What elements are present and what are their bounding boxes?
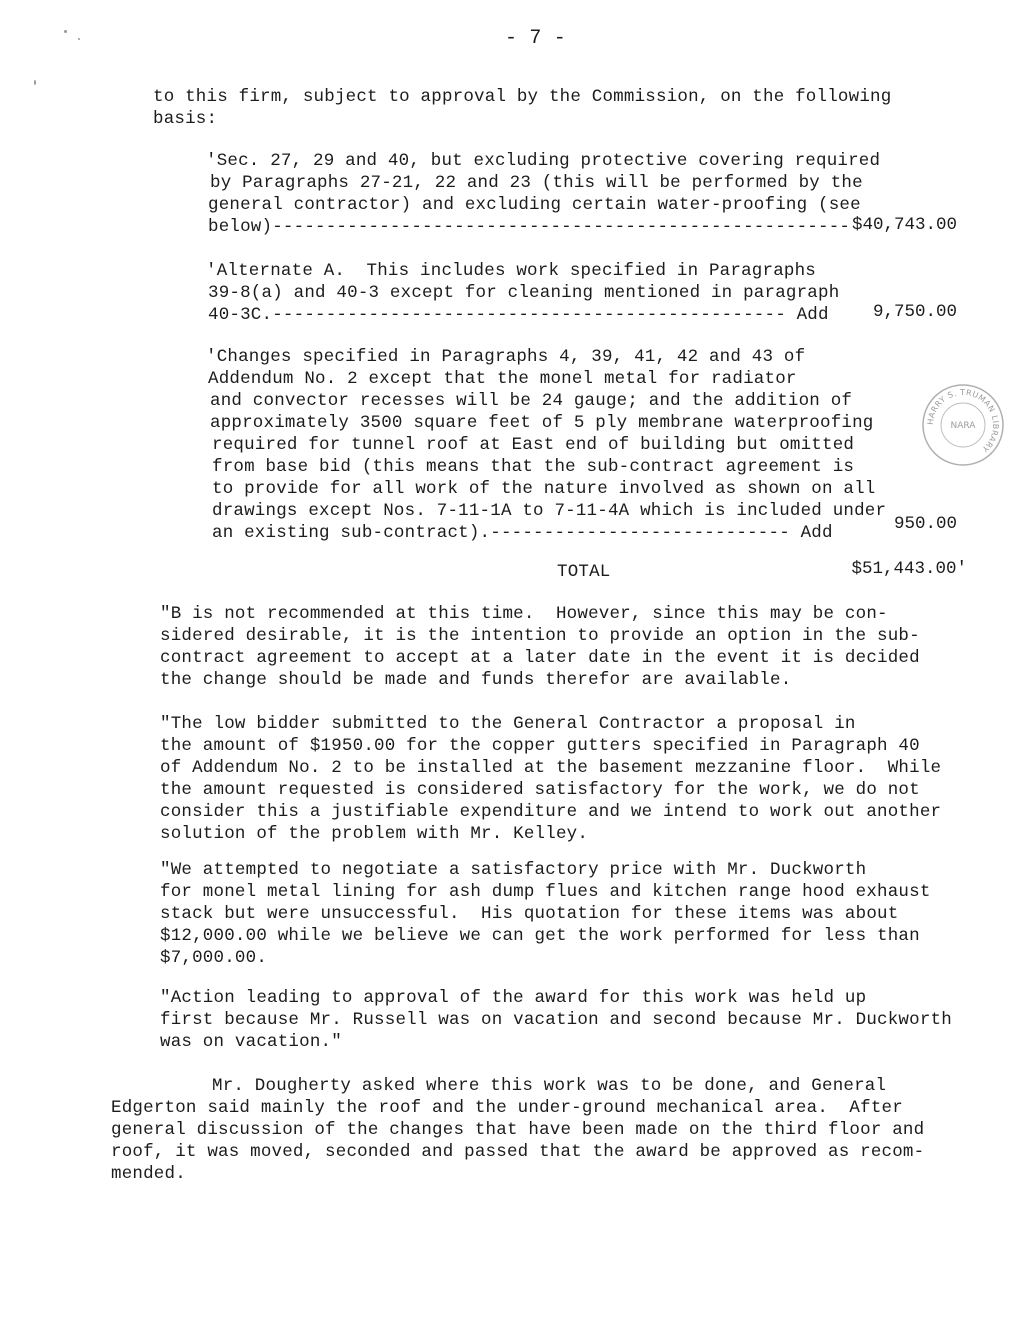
paragraph-line: Mr. Dougherty asked where this work was to be done, and General bbox=[212, 1076, 887, 1096]
paragraph-line: "Action leading to approval of the award for this work was held up bbox=[160, 988, 867, 1008]
paragraph-line: the change should be made and funds therefor are available. bbox=[160, 670, 792, 690]
item-line: 'Alternate A. This includes work specified in Paragraphs bbox=[206, 261, 816, 281]
scan-speck bbox=[64, 30, 67, 33]
page-number: - 7 - bbox=[505, 27, 567, 50]
paragraph-line: "We attempted to negotiate a satisfactory price with Mr. Duckworth bbox=[160, 860, 867, 880]
paragraph-line: of Addendum No. 2 to be installed at the basement mezzanine floor. While bbox=[160, 758, 942, 778]
paragraph-line: Edgerton said mainly the roof and the under-ground mechanical area. After bbox=[111, 1098, 903, 1118]
paragraph-line: $7,000.00. bbox=[160, 948, 268, 968]
paragraph-line: the amount requested is considered satisfactory for the work, we do not bbox=[160, 780, 920, 800]
scan-speck bbox=[34, 80, 36, 85]
seal-center-text: NARA bbox=[950, 421, 976, 431]
item-line: approximately 3500 square feet of 5 ply membrane waterproofing bbox=[210, 413, 874, 433]
paragraph-line: $12,000.00 while we believe we can get the work performed for less than bbox=[160, 926, 920, 946]
total-label: TOTAL bbox=[557, 562, 611, 582]
item-amount: 9,750.00 bbox=[872, 302, 957, 322]
item-amount: $40,743.00 bbox=[851, 215, 957, 235]
paragraph-line: first because Mr. Russell was on vacation and second because Mr. Duckworth bbox=[160, 1010, 952, 1030]
paragraph-line: solution of the problem with Mr. Kelley. bbox=[160, 824, 589, 844]
item-line: 39-8(a) and 40-3 except for cleaning mentioned in paragraph bbox=[208, 283, 840, 303]
paragraph-line: "B is not recommended at this time. However, since this may be con- bbox=[160, 604, 888, 624]
library-seal-stamp bbox=[920, 382, 1006, 468]
item-line: 'Changes specified in Paragraphs 4, 39, 41, 42 and 43 of bbox=[206, 347, 806, 367]
paragraph-line: was on vacation." bbox=[160, 1032, 342, 1052]
item-line: an existing sub-contract).---------------------------- Add bbox=[212, 523, 833, 543]
item-line: to provide for all work of the nature involved as shown on all bbox=[212, 479, 876, 499]
paragraph-line: consider this a justifiable expenditure and we intend to work out another bbox=[160, 802, 942, 822]
item-line: 40-3C.------------------------------------------------ Add bbox=[208, 305, 829, 325]
item-line: from base bid (this means that the sub-contract agreement is bbox=[212, 457, 855, 477]
paragraph-line: stack but were unsuccessful. His quotation for these items was about bbox=[160, 904, 899, 924]
item-line: general contractor) and excluding certain water-proofing (see bbox=[208, 195, 861, 215]
paragraph-line: sidered desirable, it is the intention to provide an option in the sub- bbox=[160, 626, 920, 646]
item-amount: 950.00 bbox=[893, 514, 957, 534]
intro-line: to this firm, subject to approval by the Commission, on the following bbox=[153, 87, 892, 107]
paragraph-line: contract agreement to accept at a later date in the event it is decided bbox=[160, 648, 920, 668]
paragraph-line: the amount of $1950.00 for the copper gutters specified in Paragraph 40 bbox=[160, 736, 920, 756]
item-line: Addendum No. 2 except that the monel metal for radiator bbox=[208, 369, 797, 389]
item-line: drawings except Nos. 7-11-1A to 7-11-4A which is included under bbox=[212, 501, 887, 521]
paragraph-line: for monel metal lining for ash dump flues and kitchen range hood exhaust bbox=[160, 882, 931, 902]
scan-speck bbox=[78, 38, 80, 40]
intro-line: basis: bbox=[153, 109, 218, 129]
paragraph-line: roof, it was moved, seconded and passed that the award be approved as recom- bbox=[111, 1142, 925, 1162]
paragraph-line: "The low bidder submitted to the General Contractor a proposal in bbox=[160, 714, 856, 734]
item-line: below)------------------------------------------------------ bbox=[208, 217, 851, 237]
item-line: and convector recesses will be 24 gauge; and the addition of bbox=[210, 391, 853, 411]
paragraph-line: general discussion of the changes that have been made on the third floor and bbox=[111, 1120, 925, 1140]
item-line: required for tunnel roof at East end of building but omitted bbox=[212, 435, 855, 455]
item-line: 'Sec. 27, 29 and 40, but excluding protective covering required bbox=[206, 151, 881, 171]
seal-ring-text: HARRY S. TRUMAN LIBRARY bbox=[925, 387, 1001, 454]
paragraph-line: mended. bbox=[111, 1164, 186, 1184]
total-amount: $51,443.00' bbox=[851, 559, 967, 579]
item-line: by Paragraphs 27-21, 22 and 23 (this will be performed by the bbox=[210, 173, 863, 193]
